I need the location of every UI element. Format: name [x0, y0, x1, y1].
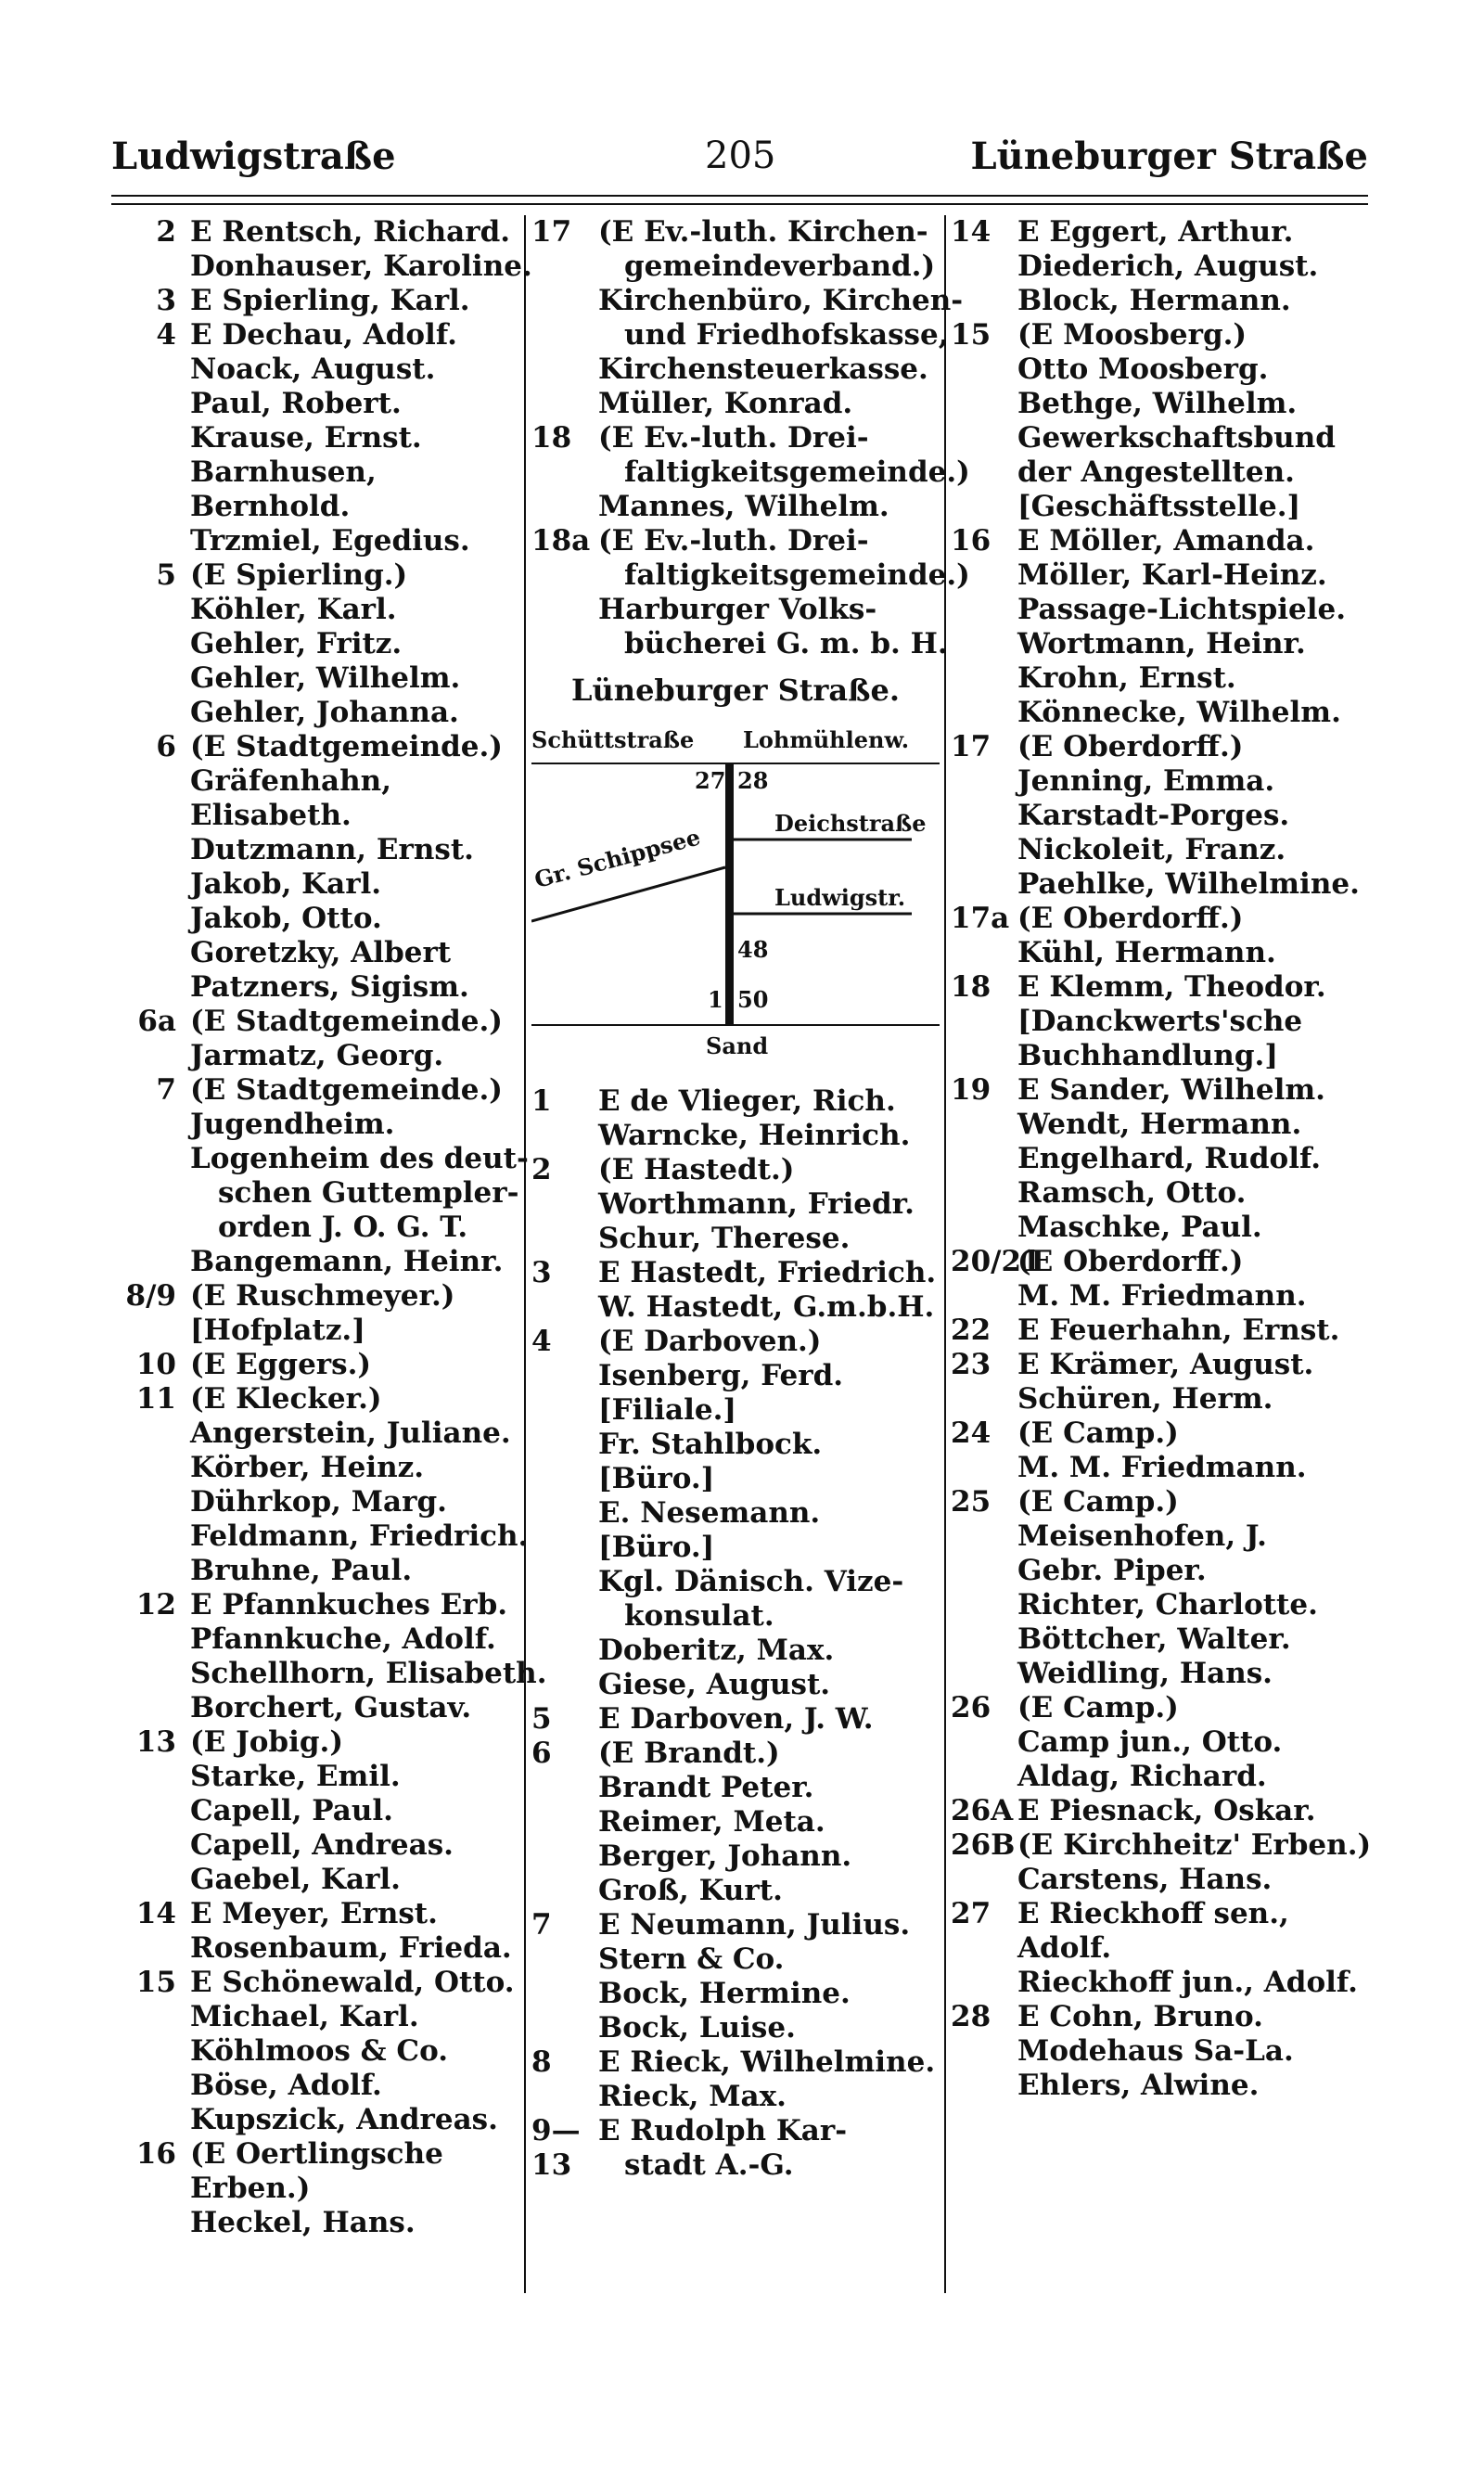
house-number: 22 [951, 1314, 991, 1347]
resident-line: Paul, Robert. [190, 387, 402, 420]
resident-line: Reimer, Meta. [598, 1805, 825, 1839]
resident-line: konsulat. [624, 1599, 774, 1633]
address-entry [951, 1348, 1377, 1416]
resident-line: (E Darboven.) [598, 1325, 822, 1358]
resident-line: Patzners, Sigism. [190, 970, 469, 1004]
resident-line: Krohn, Ernst. [1017, 661, 1236, 695]
resident-line: (E Stadtgemeinde.) [190, 730, 503, 763]
resident-line: und Friedhofskasse, [624, 318, 949, 352]
address-entry [951, 902, 1377, 970]
house-number: 18 [531, 421, 572, 455]
resident-line: E Schönewald, Otto. [190, 1966, 515, 1999]
resident-line: (E Camp.) [1017, 1416, 1179, 1450]
resident-line: Gehler, Johanna. [190, 696, 459, 729]
resident-line: E Pfannkuches Erb. [190, 1588, 508, 1622]
resident-line: Gehler, Fritz. [190, 627, 403, 660]
resident-line: E Rieckhoff sen., [1017, 1897, 1289, 1930]
resident-line: Schur, Therese. [598, 1222, 851, 1255]
resident-line: (E Stadtgemeinde.) [190, 1005, 503, 1038]
address-entry [951, 730, 1377, 902]
resident-line: Capell, Paul. [190, 1794, 393, 1827]
address-entry [111, 1897, 519, 1966]
map-number-50: 50 [737, 986, 769, 1013]
address-entry [951, 1691, 1377, 1794]
resident-line: (E Camp.) [1017, 1691, 1179, 1724]
resident-line: Harburger Volks- [598, 593, 877, 626]
resident-line: [Hofplatz.] [190, 1314, 365, 1347]
house-number: 28 [951, 2000, 991, 2033]
address-entry [111, 215, 532, 284]
resident-line: bücherei G. m. b. H. [624, 627, 948, 660]
resident-line: (E Brandt.) [598, 1737, 780, 1770]
house-number: 7 [531, 1908, 552, 1942]
resident-line: Meisenhofen, J. [1017, 1519, 1267, 1553]
house-number: 18 [951, 970, 991, 1004]
resident-line: Jarmatz, Georg. [190, 1039, 444, 1072]
resident-line: Passage-Lichtspiele. [1017, 593, 1347, 626]
resident-line: Stern & Co. [598, 1942, 785, 1976]
resident-line: E Spierling, Karl. [190, 284, 470, 317]
resident-line: Barnhusen, [190, 455, 377, 489]
address-entry [111, 1382, 529, 1588]
house-number: 7 [156, 1073, 176, 1107]
resident-line: E Feuerhahn, Ernst. [1017, 1314, 1340, 1347]
house-number: 19 [951, 1073, 991, 1107]
resident-line: Modehaus Sa-La. [1017, 2034, 1294, 2068]
resident-line: (E Klecker.) [190, 1382, 382, 1416]
resident-line: [Geschäftsstelle.] [1017, 490, 1301, 523]
header-rule-top [111, 195, 1368, 197]
house-number: 17 [531, 215, 572, 249]
resident-line: Jenning, Emma. [1017, 764, 1275, 798]
resident-line: Möller, Karl-Heinz. [1017, 558, 1327, 592]
resident-line: Bock, Hermine. [598, 1977, 851, 2010]
resident-line: Michael, Karl. [190, 2000, 419, 2033]
house-number: 13 [135, 1725, 176, 1759]
address-entry [111, 1279, 519, 1348]
resident-line: (E Oberdorff.) [1017, 1245, 1244, 1278]
house-number: 3 [531, 1256, 552, 1289]
map-label-deichstrasse: Deichstraße [774, 810, 927, 837]
house-number: 4 [156, 318, 176, 352]
address-entry [111, 1966, 519, 2137]
address-entry [111, 1005, 519, 1073]
resident-line: Jakob, Karl. [190, 867, 382, 901]
resident-line: Bruhne, Paul. [190, 1554, 413, 1587]
house-number: 2 [156, 215, 176, 249]
address-entry [111, 730, 519, 1005]
resident-line: E Hastedt, Friedrich. [598, 1256, 937, 1289]
resident-line: Berger, Johann. [598, 1839, 852, 1873]
resident-line: E Rieck, Wilhelmine. [598, 2045, 936, 2079]
resident-line: (E Ev.-luth. Drei- [598, 421, 869, 455]
address-entry [531, 1702, 940, 1737]
address-entry [531, 2114, 940, 2183]
resident-line: M. M. Friedmann. [1017, 1279, 1307, 1313]
house-number: 6 [156, 730, 176, 763]
page-header [111, 135, 1368, 190]
resident-line: Goretzky, Albert [190, 936, 452, 969]
resident-line: Adolf. [1017, 1931, 1112, 1965]
house-number: 14 [135, 1897, 176, 1930]
address-entry [531, 1908, 940, 2045]
address-entry [111, 284, 519, 318]
address-entry [531, 421, 970, 524]
house-number: 3 [156, 284, 176, 317]
resident-line: E Meyer, Ernst. [190, 1897, 438, 1930]
house-number: 5 [156, 558, 176, 592]
resident-line: der Angestellten. [1017, 455, 1295, 489]
house-number: 6 [531, 1737, 552, 1770]
address-entry [531, 1256, 940, 1325]
resident-line: gemeindeverband.) [624, 250, 936, 283]
resident-line: E Rudolph Kar- [598, 2114, 848, 2147]
resident-line: Köhlmoos & Co. [190, 2034, 449, 2068]
resident-line: Kirchenbüro, Kirchen- [598, 284, 964, 317]
resident-line: Logenheim des deut- [190, 1142, 529, 1175]
resident-line: Bangemann, Heinr. [190, 1245, 504, 1278]
map-number-27: 27 [695, 767, 726, 794]
resident-line: Diederich, August. [1017, 250, 1319, 283]
house-number: 26B [951, 1828, 1016, 1862]
resident-line: Ramsch, Otto. [1017, 1176, 1247, 1210]
address-entry [111, 2137, 519, 2240]
resident-line: E Krämer, August. [1017, 1348, 1314, 1381]
resident-line: Dührkop, Marg. [190, 1485, 447, 1519]
address-entry [951, 215, 1377, 318]
map-title: Lüneburger Straße. [571, 673, 900, 708]
map-number-28: 28 [737, 767, 769, 794]
house-number: 17a [951, 902, 1010, 935]
resident-line: Gräfenhahn, [190, 764, 391, 798]
house-number: 16 [951, 524, 991, 558]
resident-line: Jakob, Otto. [190, 902, 382, 935]
resident-line: E Rentsch, Richard. [190, 215, 511, 249]
resident-line: Trzmiel, Egedius. [190, 524, 470, 558]
column-lueneburger-strasse [951, 215, 1377, 2103]
resident-line: E Neumann, Julius. [598, 1908, 911, 1942]
map-number-48: 48 [737, 936, 769, 963]
address-entry [531, 215, 964, 421]
address-entry [531, 1737, 940, 1908]
resident-line: Schellhorn, Elisabeth. [190, 1657, 547, 1690]
resident-line: Angerstein, Juliane. [190, 1416, 511, 1450]
address-entry [951, 1416, 1377, 1485]
resident-line: Aldag, Richard. [1017, 1760, 1267, 1793]
map-number-1: 1 [708, 986, 723, 1013]
resident-line: Schüren, Herm. [1017, 1382, 1273, 1416]
resident-line: Karstadt-Porges. [1017, 799, 1290, 832]
resident-line: E Eggert, Arthur. [1017, 215, 1294, 249]
column-divider-right [944, 215, 946, 2293]
resident-line: [Büro.] [598, 1462, 715, 1495]
resident-line: Wortmann, Heinr. [1017, 627, 1306, 660]
map-label-schippsee: Gr. Schippsee [531, 823, 704, 894]
address-entry [951, 970, 1377, 1073]
resident-line: Elisabeth. [190, 799, 352, 832]
page-number: 205 [705, 135, 776, 177]
resident-line: Otto Moosberg. [1017, 353, 1269, 386]
resident-line: Paehlke, Wilhelmine. [1017, 867, 1360, 901]
column-divider-left [524, 215, 526, 2293]
resident-line: Kühl, Hermann. [1017, 936, 1276, 969]
house-number: 6a [137, 1005, 176, 1038]
resident-line: Bock, Luise. [598, 2011, 796, 2045]
resident-line: Camp jun., Otto. [1017, 1725, 1283, 1759]
resident-line: Carstens, Hans. [1017, 1863, 1273, 1896]
resident-line: Noack, August. [190, 353, 436, 386]
house-number: 2 [531, 1153, 552, 1186]
resident-line: Erben.) [190, 2172, 311, 2205]
house-number: 5 [531, 1702, 552, 1736]
resident-line: Borchert, Gustav. [190, 1691, 472, 1724]
resident-line: (E Stadtgemeinde.) [190, 1073, 503, 1107]
house-number: 4 [531, 1325, 552, 1358]
address-entry [951, 1485, 1377, 1691]
resident-line: (E Oberdorff.) [1017, 902, 1244, 935]
resident-line: Krause, Ernst. [190, 421, 422, 455]
column-ludwigstrasse [111, 215, 547, 2240]
resident-line: Gehler, Wilhelm. [190, 661, 461, 695]
resident-line: Rosenbaum, Frieda. [190, 1931, 512, 1965]
resident-line: M. M. Friedmann. [1017, 1451, 1307, 1484]
resident-line: schen Guttempler- [218, 1176, 519, 1210]
resident-line: orden J. O. G. T. [218, 1211, 468, 1244]
address-entry [951, 1314, 1377, 1348]
resident-line: E Sander, Wilhelm. [1017, 1073, 1325, 1107]
resident-line: Fr. Stahlbock. [598, 1428, 823, 1461]
address-entry [111, 558, 519, 730]
resident-line: (E Ev.-luth. Kirchen- [598, 215, 928, 249]
address-entry [531, 2045, 940, 2114]
resident-line: Richter, Charlotte. [1017, 1588, 1318, 1622]
resident-line: (E Camp.) [1017, 1485, 1179, 1519]
resident-line: Köhler, Karl. [190, 593, 397, 626]
resident-line: Jugendheim. [190, 1108, 395, 1141]
resident-line: [Danckwerts'sche [1017, 1005, 1303, 1038]
address-entry [531, 524, 970, 661]
house-number: 10 [135, 1348, 176, 1381]
resident-line: Bernhold. [190, 490, 351, 523]
resident-line: E Cohn, Bruno. [1017, 2000, 1263, 2033]
house-number: 26A [951, 1794, 1014, 1827]
house-number: 8 [531, 2045, 552, 2079]
resident-line: (E Jobig.) [190, 1725, 344, 1759]
resident-line: (E Oberdorff.) [1017, 730, 1244, 763]
resident-line: Donhauser, Karoline. [190, 250, 532, 283]
resident-line: Giese, August. [598, 1668, 831, 1701]
address-entry [111, 1348, 519, 1382]
ludwigstrasse-continued [531, 215, 970, 661]
resident-line: Groß, Kurt. [598, 1874, 783, 1907]
house-number: 17 [951, 730, 991, 763]
address-entry [951, 1828, 1377, 1897]
header-left-street: Ludwigstraße [111, 135, 396, 178]
street-map [531, 673, 940, 1062]
resident-line: Gewerkschaftsbund [1017, 421, 1336, 455]
house-number: 25 [951, 1485, 991, 1519]
resident-line: E Darboven, J. W. [598, 1702, 874, 1736]
resident-line: E. Nesemann. [598, 1496, 821, 1530]
address-entry [951, 1794, 1377, 1828]
resident-line: Körber, Heinz. [190, 1451, 425, 1484]
resident-line: Kgl. Dänisch. Vize- [598, 1565, 904, 1598]
house-number: 20/21 [951, 1245, 1042, 1278]
house-number: 11 [135, 1382, 176, 1416]
house-number: 27 [951, 1897, 991, 1930]
resident-line: (E Eggers.) [190, 1348, 372, 1381]
resident-line: (E Ruschmeyer.) [190, 1279, 455, 1313]
resident-line: Isenberg, Ferd. [598, 1359, 844, 1392]
resident-line: Pfannkuche, Adolf. [190, 1622, 496, 1656]
resident-line: Böse, Adolf. [190, 2069, 382, 2102]
resident-line: E Piesnack, Oskar. [1017, 1794, 1316, 1827]
house-number: 1 [531, 1084, 552, 1118]
resident-line: (E Hastedt.) [598, 1153, 795, 1186]
resident-line: E Klemm, Theodor. [1017, 970, 1326, 1004]
address-entry [951, 1073, 1377, 1245]
resident-line: (E Oertlingsche [190, 2137, 443, 2171]
map-label-ludwigstr: Ludwigstr. [774, 884, 906, 911]
resident-line: W. Hastedt, G.m.b.H. [598, 1290, 935, 1324]
house-number: 8/9 [125, 1279, 176, 1313]
header-right-street: Lüneburger Straße [970, 135, 1368, 178]
resident-line: Starke, Emil. [190, 1760, 401, 1793]
address-entry [111, 1588, 547, 1725]
resident-line: Block, Hermann. [1017, 284, 1291, 317]
resident-line: Capell, Andreas. [190, 1828, 454, 1862]
resident-line: Doberitz, Max. [598, 1634, 835, 1667]
address-entry [111, 1073, 529, 1279]
address-entry [111, 318, 519, 558]
house-number: 26 [951, 1691, 991, 1724]
resident-line: Worthmann, Friedr. [598, 1187, 915, 1221]
resident-line: (E Spierling.) [190, 558, 408, 592]
resident-line: Müller, Konrad. [598, 387, 853, 420]
resident-line: Gebr. Piper. [1017, 1554, 1207, 1587]
resident-line: Bethge, Wilhelm. [1017, 387, 1298, 420]
map-main-street [725, 763, 734, 1025]
resident-line: Gaebel, Karl. [190, 1863, 401, 1896]
resident-line: Engelhard, Rudolf. [1017, 1142, 1322, 1175]
resident-line: (E Ev.-luth. Drei- [598, 524, 869, 558]
resident-line: [Büro.] [598, 1531, 715, 1564]
column-middle [531, 215, 970, 2183]
address-entry [951, 1245, 1377, 1314]
map-label-lohmuehlenweg: Lohmühlenw. [743, 726, 910, 753]
resident-line: Nickoleit, Franz. [1017, 833, 1286, 866]
house-number: 24 [951, 1416, 991, 1450]
address-entry [951, 318, 1377, 524]
resident-line: (E Moosberg.) [1017, 318, 1247, 352]
resident-line: Mannes, Wilhelm. [598, 490, 889, 523]
resident-line: Weidling, Hans. [1017, 1657, 1273, 1690]
address-entry [951, 2000, 1377, 2103]
address-entry [951, 524, 1377, 730]
resident-line: Dutzmann, Ernst. [190, 833, 474, 866]
address-entry [531, 1153, 940, 1256]
resident-line: E Dechau, Adolf. [190, 318, 457, 352]
resident-line: faltigkeitsgemeinde.) [624, 558, 970, 592]
house-number: 23 [951, 1348, 991, 1381]
address-entry [111, 1725, 519, 1897]
resident-line: Feldmann, Friedrich. [190, 1519, 529, 1553]
resident-line: Buchhandlung.] [1017, 1039, 1278, 1072]
resident-line: stadt A.-G. [624, 2148, 794, 2182]
lueneburger-strasse-odd [531, 1084, 940, 2183]
resident-line: Warncke, Heinrich. [598, 1119, 911, 1152]
house-number: 14 [951, 215, 991, 249]
resident-line: Kirchensteuerkasse. [598, 353, 928, 386]
resident-line: Böttcher, Walter. [1017, 1622, 1291, 1656]
resident-line: E Möller, Amanda. [1017, 524, 1315, 558]
resident-line: Könnecke, Wilhelm. [1017, 696, 1341, 729]
house-number: 18a [531, 524, 591, 558]
house-number: 16 [135, 2137, 176, 2171]
map-label-schuettstrasse: Schüttstraße [531, 726, 695, 753]
resident-line: Maschke, Paul. [1017, 1211, 1262, 1244]
map-label-sand: Sand [706, 1032, 769, 1059]
address-entry [531, 1325, 940, 1702]
house-number: 15 [135, 1966, 176, 1999]
resident-line: faltigkeitsgemeinde.) [624, 455, 970, 489]
resident-line: Wendt, Hermann. [1017, 1108, 1302, 1141]
resident-line: Ehlers, Alwine. [1017, 2069, 1260, 2102]
house-number: 12 [135, 1588, 176, 1622]
resident-line: [Filiale.] [598, 1393, 737, 1427]
house-number: 15 [951, 318, 991, 352]
resident-line: Heckel, Hans. [190, 2206, 416, 2239]
resident-line: Kupszick, Andreas. [190, 2103, 498, 2136]
house-number: 9—13 [531, 2114, 581, 2182]
address-entry [531, 1084, 940, 1153]
resident-line: E de Vlieger, Rich. [598, 1084, 896, 1118]
resident-line: Rieckhoff jun., Adolf. [1017, 1966, 1358, 1999]
resident-line: (E Kirchheitz' Erben.) [1017, 1828, 1372, 1862]
resident-line: Brandt Peter. [598, 1771, 814, 1804]
address-entry [951, 1897, 1377, 2000]
header-rule-bottom [111, 203, 1368, 205]
resident-line: Rieck, Max. [598, 2080, 787, 2113]
